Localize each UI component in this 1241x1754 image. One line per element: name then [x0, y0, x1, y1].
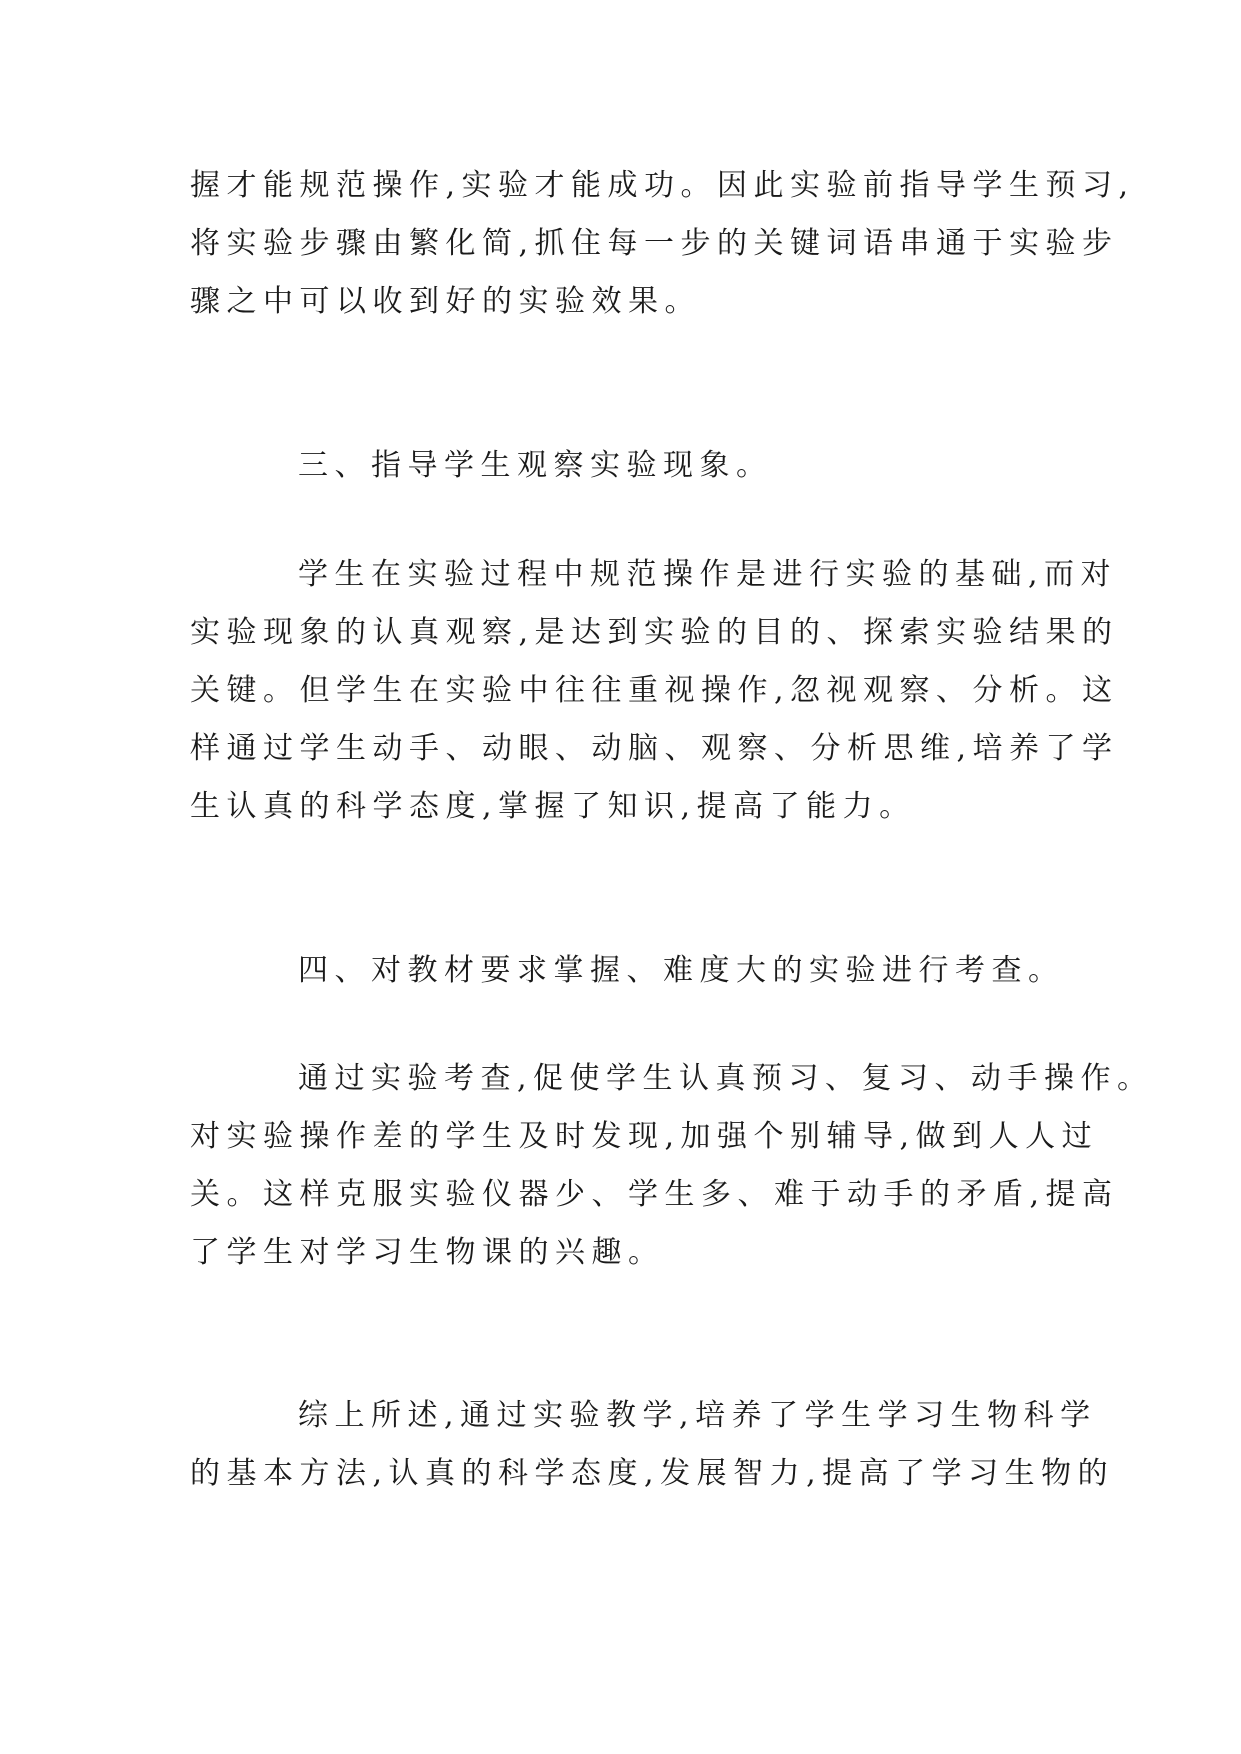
section-heading-four: 四、对教材要求掌握、难度大的实验进行考查。 — [298, 953, 1065, 988]
text-line: 生认真的科学态度,掌握了知识,提高了能力。 — [190, 789, 916, 824]
text-line: 的基本方法,认真的科学态度,发展智力,提高了学习生物的 — [190, 1456, 1115, 1491]
text-line: 关。这样克服实验仪器少、学生多、难于动手的矛盾,提高 — [190, 1177, 1119, 1212]
text-line: 将实验步骤由繁化简,抓住每一步的关键词语串通于实验步 — [190, 226, 1119, 261]
text-line: 握才能规范操作,实验才能成功。因此实验前指导学生预习, — [190, 168, 1135, 203]
text-line: 学生在实验过程中规范操作是进行实验的基础,而对 — [298, 557, 1118, 592]
section-heading-three: 三、指导学生观察实验现象。 — [298, 448, 773, 483]
text-line: 对实验操作差的学生及时发现,加强个别辅导,做到人人过 — [190, 1119, 1099, 1154]
text-line: 样通过学生动手、动眼、动脑、观察、分析思维,培养了学 — [190, 731, 1119, 766]
text-line: 综上所述,通过实验教学,培养了学生学习生物科学 — [298, 1398, 1097, 1433]
text-line: 关键。但学生在实验中往往重视操作,忽视观察、分析。这 — [190, 673, 1119, 708]
text-line: 实验现象的认真观察,是达到实验的目的、探索实验结果的 — [190, 615, 1119, 650]
text-line: 骤之中可以收到好的实验效果。 — [190, 284, 701, 319]
text-line: 了学生对学习生物课的兴趣。 — [190, 1235, 665, 1270]
text-line: 通过实验考查,促使学生认真预习、复习、动手操作。 — [298, 1061, 1154, 1096]
